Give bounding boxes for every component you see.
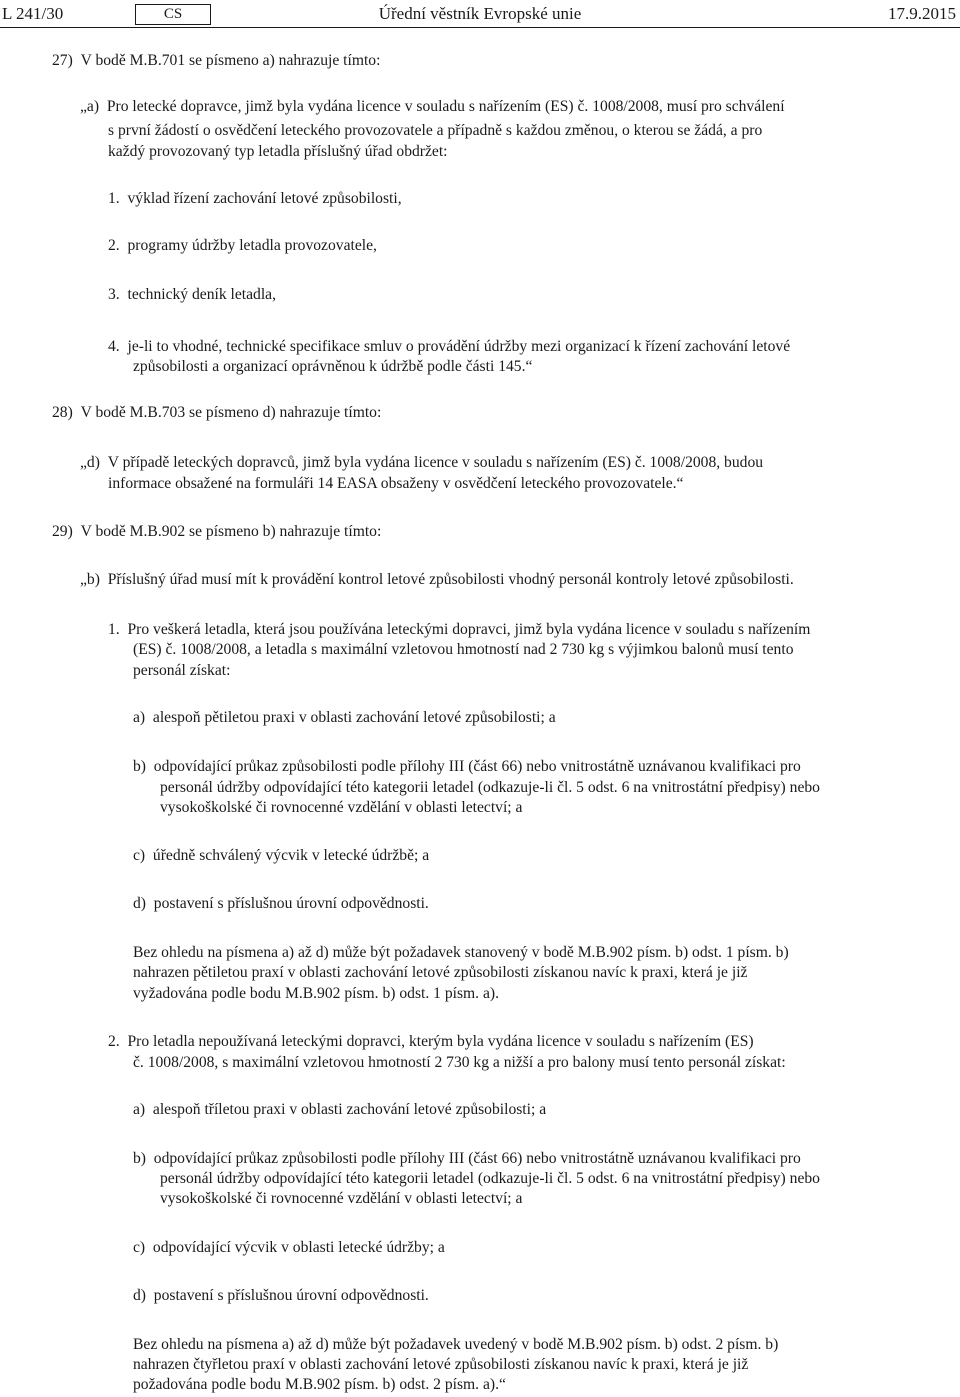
list-item-3: 3. technický deník letadla,: [108, 286, 277, 303]
amendment-heading-28: 28) V bodě M.B.703 se písmeno d) nahrazuje tímto:: [52, 404, 382, 421]
point-2-item-b-line-2: personál údržby odpovídající této kategorii letadel (odkazuje-li čl. 5 odst. 6 na vnitrostátní předpisy) nebo: [160, 1170, 820, 1187]
point-1-item-c: c) úředně schválený výcvik v letecké údržbě; a: [133, 847, 430, 864]
point-1-item-d: d) postavení s příslušnou úrovní odpovědnosti.: [133, 895, 429, 912]
point-1-line-3: personál získat:: [133, 662, 231, 679]
language-box: CS: [135, 4, 211, 25]
point-1-line-2: (ES) č. 1008/2008, a letadla s maximální vzletovou hmotností nad 2 730 kg s výjimkou balonů musí tento: [133, 641, 794, 658]
point-1-item-b-line-2: personál údržby odpovídající této kategorii letadel (odkazuje-li čl. 5 odst. 6 na vnitrostátní předpisy) nebo: [160, 779, 820, 796]
header-rule: [0, 27, 960, 28]
point-1-note-line-1: Bez ohledu na písmena a) až d) může být požadavek stanovený v bodě M.B.902 písm. b) odst. 1 písm. b): [133, 944, 789, 961]
list-item-2: 2. programy údržby letadla provozovatele,: [108, 237, 377, 254]
point-1-note-line-3: vyžadována podle bodu M.B.902 písm. b) odst. 1 písm. a).: [133, 985, 499, 1002]
amendment-27-intro-line-3: každý provozovaný typ letadla příslušný úřad obdržet:: [108, 143, 448, 160]
amendment-27-intro-line-1: „a) Pro letecké dopravce, jimž byla vydána licence v souladu s nařízením (ES) č. 1008/2008, musí pro schválení: [80, 98, 785, 115]
point-2-item-c: c) odpovídající výcvik v oblasti letecké údržby; a: [133, 1239, 445, 1256]
point-2-item-d: d) postavení s příslušnou úrovní odpovědnosti.: [133, 1287, 429, 1304]
point-2-line-2: č. 1008/2008, s maximální vzletovou hmotností 2 730 kg a nižší a pro balony musí tento personál získat:: [133, 1054, 786, 1071]
point-2-item-b-line-3: vysokoškolské či rovnocenné vzdělání v oblasti letectví; a: [160, 1190, 523, 1207]
point-2-line-1: 2. Pro letadla nepoužívaná leteckými dopravci, kterým byla vydána licence v souladu s nařízením (ES): [108, 1033, 754, 1050]
amendment-27-intro-line-2: s první žádostí o osvědčení leteckého provozovatele a případně s každou změnou, o kterou se žádá, a pro: [108, 122, 763, 139]
point-1-item-b-line-3: vysokoškolské či rovnocenné vzdělání v oblasti letectví; a: [160, 799, 523, 816]
journal-title: Úřední věstník Evropské unie: [378, 4, 582, 23]
point-2-item-b-line-1: b) odpovídající průkaz způsobilosti podle přílohy III (část 66) nebo vnitrostátně uznávanou kvalifikaci pro: [133, 1150, 801, 1167]
point-2-item-a: a) alespoň tříletou praxi v oblasti zachování letové způsobilosti; a: [133, 1101, 547, 1118]
publication-date: 17.9.2015: [888, 4, 956, 23]
amendment-heading-27: 27) V bodě M.B.701 se písmeno a) nahrazuje tímto:: [52, 52, 381, 69]
amendment-28-line-2: informace obsažené na formuláři 14 EASA obsaženy v osvědčení leteckého provozovatele.“: [108, 475, 684, 492]
point-2-note-line-3: požadována podle bodu M.B.902 písm. b) odst. 2 písm. a).“: [133, 1376, 506, 1393]
point-1-line-1: 1. Pro veškerá letadla, která jsou používána leteckými dopravci, jimž byla vydána licence v souladu s nařízením: [108, 621, 811, 638]
page-header: [0, 4, 960, 28]
amendment-29-paragraph-b: „b) Příslušný úřad musí mít k provádění kontrol letové způsobilosti vhodný personál kontroly letové způsobilosti.: [80, 571, 794, 588]
point-1-note-line-2: nahrazen pětiletou praxí v oblasti zachování letové způsobilosti získanou navíc k praxi, která je již: [133, 964, 748, 981]
point-2-note-line-1: Bez ohledu na písmena a) až d) může být požadavek uvedený v bodě M.B.902 písm. b) odst. 2 písm. b): [133, 1336, 779, 1353]
amendment-heading-29: 29) V bodě M.B.902 se písmeno b) nahrazuje tímto:: [52, 523, 382, 540]
point-1-item-b-line-1: b) odpovídající průkaz způsobilosti podle přílohy III (část 66) nebo vnitrostátně uznávanou kvalifikaci pro: [133, 758, 801, 775]
point-1-item-a: a) alespoň pětiletou praxi v oblasti zachování letové způsobilosti; a: [133, 709, 556, 726]
amendment-28-line-1: „d) V případě leteckých dopravců, jimž byla vydána licence v souladu s nařízením (ES) č. 1008/2008, budou: [80, 454, 764, 471]
point-2-note-line-2: nahrazen čtyřletou praxí v oblasti zachování letové způsobilosti získanou navíc k praxi, která je již: [133, 1356, 749, 1373]
list-item-4-line-1: 4. je-li to vhodné, technické specifikace smluv o provádění údržby mezi organizací k řízení zachování letové: [108, 338, 791, 355]
list-item-1: 1. výklad řízení zachování letové způsobilosti,: [108, 190, 402, 207]
list-item-4-line-2: způsobilosti a organizací oprávněnou k údržbě podle části 145.“: [133, 358, 533, 375]
page-reference: L 241/30: [2, 4, 64, 23]
